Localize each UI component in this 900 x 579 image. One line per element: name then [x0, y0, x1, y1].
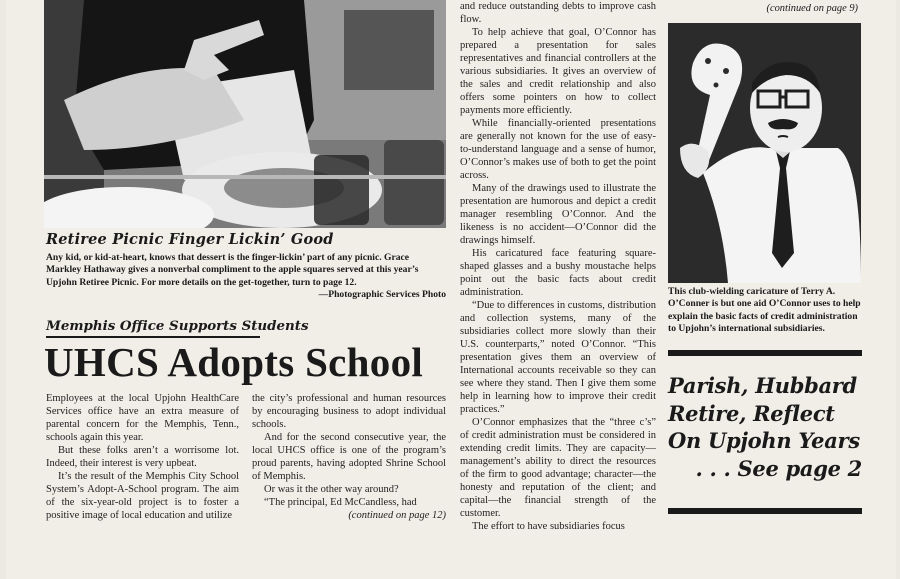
- promo-headline[interactable]: [668, 372, 862, 482]
- caricature-illustration: [668, 23, 861, 283]
- article-paragraph: “The principal, Ed McCandless, had: [264, 497, 417, 508]
- story-paragraph: The effort to have subsidiaries focus: [472, 521, 625, 532]
- article-column-1: [46, 392, 239, 522]
- credit-story-column: [460, 0, 656, 533]
- continued-link[interactable]: (continued on page 12): [348, 510, 446, 521]
- story-paragraph: Many of the drawings used to illustrate the presentation are humorous and depict a credit manager resembling O’Connor. And the likeness is no accident—O’Connor did the drawings himself.: [460, 183, 656, 246]
- photo-credit: —Photographic Services Photo: [318, 288, 446, 300]
- promo-page-link: . . . See page 2: [695, 455, 862, 481]
- story-paragraph: While financially-oriented presentations are generally not known for the use of easy-to-understand language and a sense of humor, O’Connor’s makes use of both to get the point across.: [460, 118, 656, 181]
- article-paragraph: But these folks aren’t a worrisome lot. Indeed, their interest is very upbeat.: [46, 445, 239, 469]
- article-paragraph: And for the second consecutive year, the local UHCS office is one of the program’s proud parents, having adopted Shrine School of Memphis.: [252, 432, 446, 482]
- photo-caption-text: Any kid, or kid-at-heart, knows that dessert is the finger-lickin’ part of any picnic. Grace Markley Hathaway gives a nonverbal compliment to the apple squares served at this year’s Upjohn Retiree Picnic. For more details on the get-together, turn to page 12.: [46, 252, 419, 288]
- photo-caption: [46, 252, 446, 301]
- continued-link[interactable]: (continued on page 9): [766, 3, 858, 14]
- article-paragraph: Employees at the local Upjohn HealthCare Services office have an extra measure of parental concern for the Memphis, Tenn., schools again this year.: [46, 393, 239, 443]
- article-paragraph: It’s the result of the Memphis City School System’s Adopt-A-School program. The aim of the six-year-old project is to foster a positive image of local education and utilize: [46, 471, 239, 521]
- article-paragraph: Or was it the other way around?: [264, 484, 399, 495]
- promo-rule-top: [668, 350, 862, 356]
- story-paragraph: His caricatured face featuring square-shaped glasses and a bushy moustache helps point out the basic facts about credit administration.: [460, 248, 656, 298]
- article-column-2: [252, 392, 446, 522]
- promo-line: On Upjohn Years: [668, 428, 860, 453]
- story-paragraph: To help achieve that goal, O’Connor has prepared a presentation for sales representatives and financial controllers at the various subsidiaries. It gives an overview of the sales and credit relationship and also offers some pointers on how to collect payments more efficiently.: [460, 27, 656, 116]
- promo-line: Retire, Reflect: [668, 400, 835, 426]
- article-headline: UHCS Adopts School: [44, 339, 424, 385]
- story-paragraph: “Due to differences in customs, distribution and collection systems, many of the subsidiaries collect more slowly than their U.S. counterparts,” noted O’Connor. “This presentation gives them an overview of International accounts receivable so they can see where they stand. Then I give them some help in learning how to improve their credit practices.”: [460, 300, 656, 415]
- article-paragraph: the city’s professional and human resources by encouraging business to adopt individual schools.: [252, 393, 446, 430]
- kicker-rule: [46, 336, 260, 338]
- story-paragraph: O’Connor emphasizes that the “three c’s” of credit administration must be considered in extending credit limits. They are capacity—management’s ability to direct the resources of the firm to good advantage; character—the honesty and reputation of the client; and capital—the financial strength of the customer.: [460, 417, 656, 519]
- picnic-photo: [44, 0, 446, 228]
- story-paragraph: and reduce outstanding debts to improve cash flow.: [460, 1, 656, 25]
- article-kicker: Memphis Office Supports Students: [46, 318, 309, 334]
- cartoon-caption: This club-wielding caricature of Terry A. O’Conner is but one aid O’Connor uses to help explain the basic facts of credit administration to Upjohn’s international subsidiaries.: [668, 286, 861, 334]
- promo-line: Parish, Hubbard: [668, 373, 857, 398]
- promo-rule-bottom: [668, 508, 862, 514]
- magazine-page: [6, 0, 896, 579]
- photo-title: Retiree Picnic Finger Lickin’ Good: [46, 231, 334, 248]
